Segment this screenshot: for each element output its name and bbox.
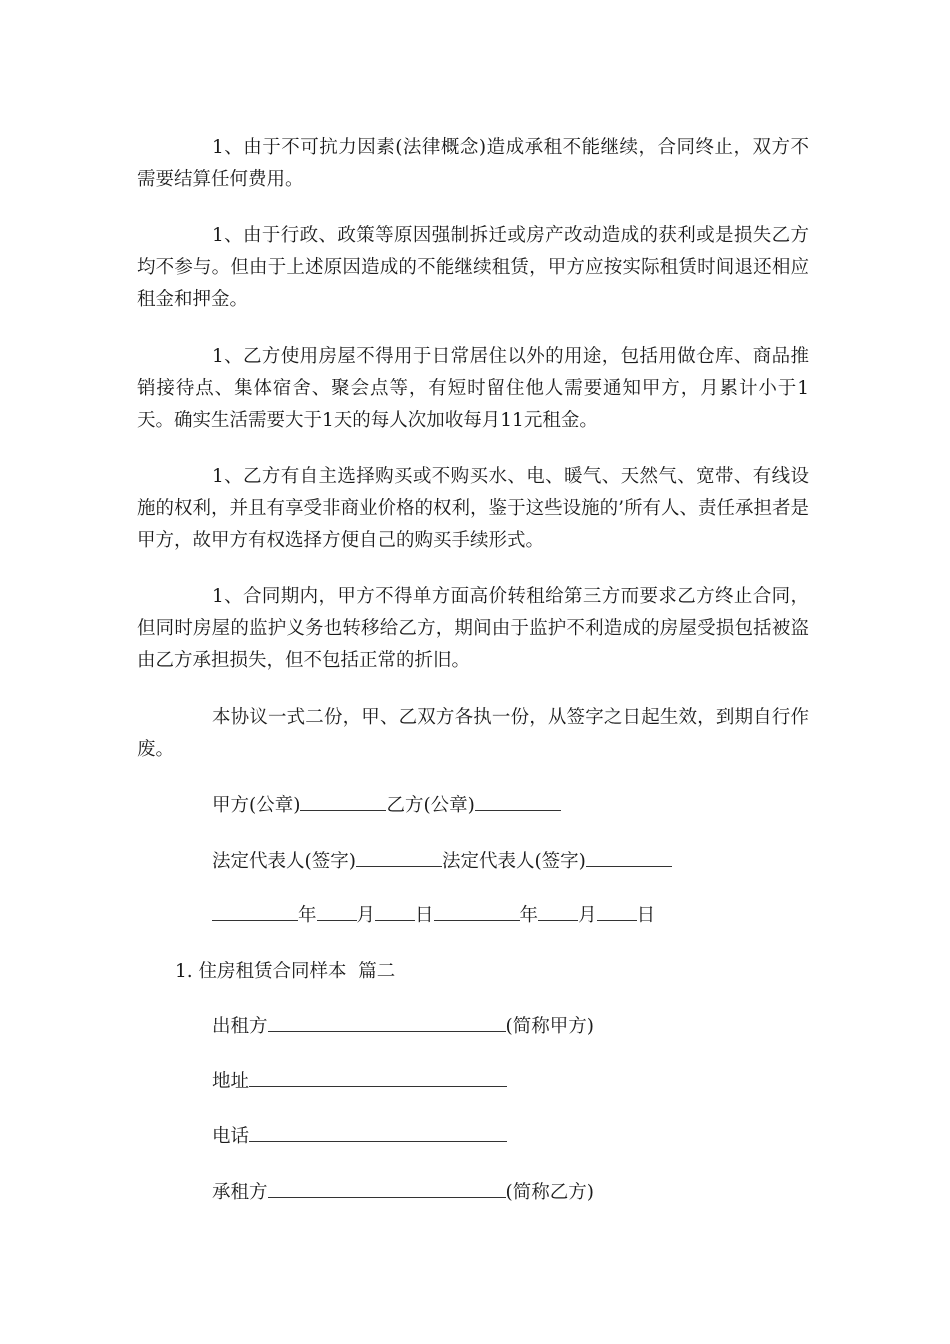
date-b-month-blank (538, 900, 578, 921)
legal-rep-a-blank (356, 846, 442, 867)
lessor-line (212, 1011, 594, 1043)
party-b-seal-blank (475, 790, 561, 811)
legal-rep-b-label: 法定代表人(签字) (441, 851, 586, 872)
lessor-blank (268, 1011, 506, 1032)
clause-sublease: 1、合同期内，甲方不得单方面高价转租给第三方而要求乙方终止合同，但同时房屋的监护义务也转移给乙方，期间由于监护不利造成的房屋受损包括被盗由乙方承担损失，但不包括正常的折旧。 (137, 586, 809, 671)
date-a-month-blank (317, 900, 357, 921)
date-b-year-blank (434, 900, 520, 921)
lessor-suffix: (简称甲方) (505, 1016, 594, 1037)
date-a-day-blank (375, 900, 415, 921)
clause-force-majeure: 1、由于不可抗力因素(法律概念)造成承租不能继续，合同终止，双方不需要结算任何费用。 (137, 137, 809, 190)
party-a-seal-label: 甲方(公章) (212, 795, 301, 816)
date-a-day-label: 日 (415, 905, 434, 926)
address-blank (249, 1066, 507, 1087)
date-a-year-label: 年 (298, 905, 317, 926)
legal-rep-b-blank (586, 846, 672, 867)
section-heading: 1. 住房租赁合同样本 篇二 (175, 961, 396, 982)
lessee-label: 承租方 (212, 1182, 268, 1203)
party-a-seal-blank (300, 790, 386, 811)
clause-utilities: 1、乙方有自主选择购买或不购买水、电、暖气、天然气、宽带、有线设施的权利，并且有享受非商业价格的权利，鉴于这些设施的’所有人、责任承担者是甲方，故甲方有权选择方便自己的购买手续形式。 (137, 466, 809, 551)
clause-effective: 本协议一式二份，甲、乙双方各执一份，从签字之日起生效，到期自行作废。 (137, 707, 809, 760)
clause-usage: 1、乙方使用房屋不得用于日常居住以外的用途，包括用做仓库、商品推销接待点、集体宿舍、聚会点等，有短时留住他人需要通知甲方，月累计小于1天。确实生活需要大于1天的每人次加收每月11元租金。 (137, 346, 809, 431)
lessee-suffix: (简称乙方) (505, 1182, 594, 1203)
legal-rep-line (212, 846, 672, 878)
date-b-day-blank (597, 900, 637, 921)
phone-label: 电话 (212, 1126, 250, 1147)
lessee-line (212, 1177, 594, 1209)
clause-demolition: 1、由于行政、政策等原因强制拆迁或房产改动造成的获利或是损失乙方均不参与。但由于上述原因造成的不能继续租赁，甲方应按实际租赁时间退还相应租金和押金。 (137, 225, 809, 310)
address-label: 地址 (212, 1071, 250, 1092)
phone-blank (249, 1121, 507, 1142)
date-a-year-blank (212, 900, 298, 921)
address-line (212, 1066, 507, 1098)
phone-line (212, 1121, 507, 1153)
party-b-seal-label: 乙方(公章) (386, 795, 475, 816)
date-b-year-label: 年 (519, 905, 539, 926)
date-a-month-label: 月 (356, 905, 376, 926)
seal-line (212, 790, 561, 822)
date-b-day-label: 日 (636, 905, 656, 926)
date-b-month-label: 月 (578, 905, 597, 926)
lessor-label: 出租方 (212, 1016, 268, 1037)
date-line (212, 900, 655, 932)
lessee-blank (268, 1177, 506, 1198)
legal-rep-a-label: 法定代表人(签字) (212, 851, 356, 872)
